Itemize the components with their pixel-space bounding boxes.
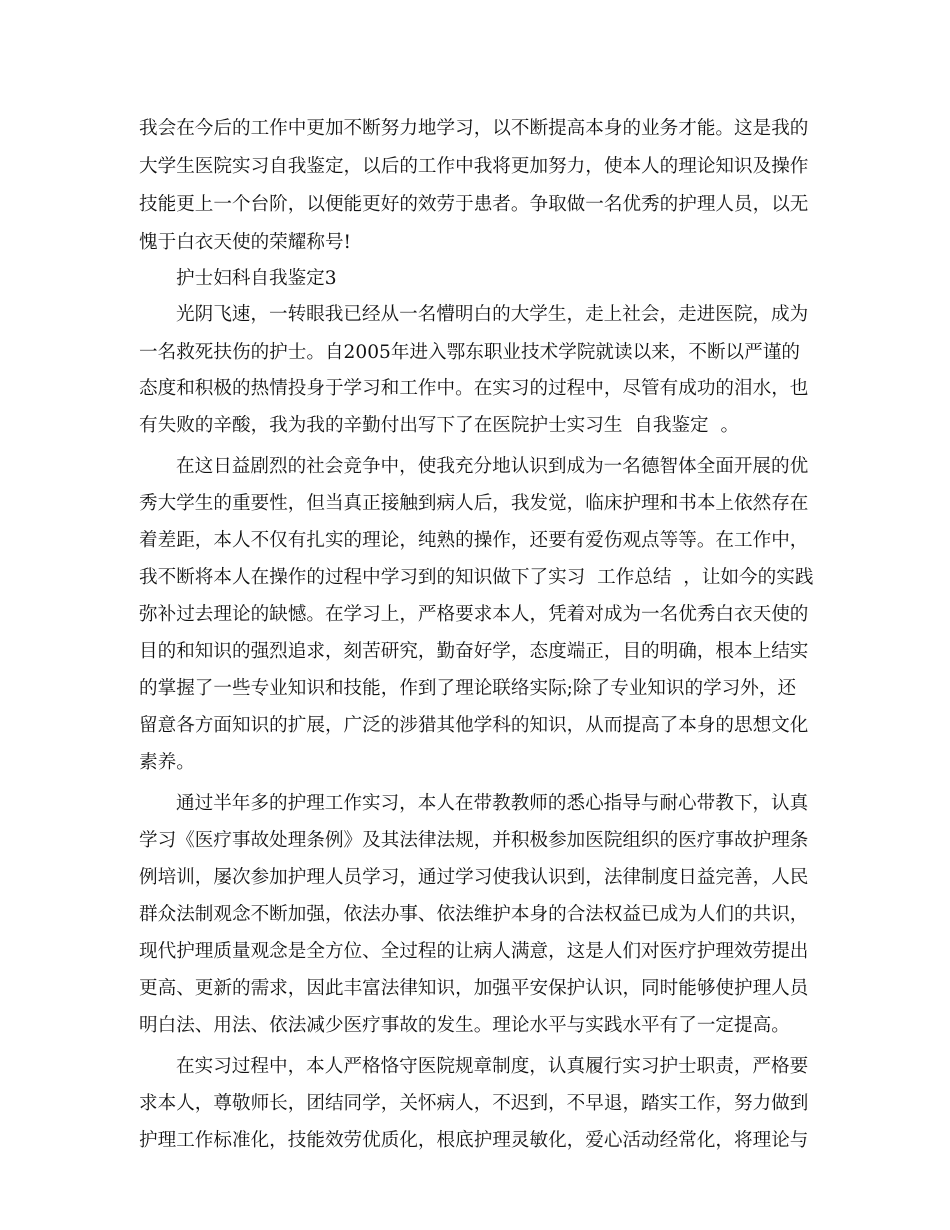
text-line-3: 技能更上一个台阶，以便能更好的效劳于患者。争取做一名优秀的护理人员，以无 [139,194,809,215]
text-line-17: 留意各方面知识的扩展，广泛的涉猎其他学科的知识，从而提高了本身的思想文化 [139,715,809,736]
text-line-11: 秀大学生的重要性，但当真正接触到病人后，我发觉，临床护理和书本上依然存在 [139,493,809,514]
text-line-26: 在实习过程中，本人严格恪守医院规章制度，认真履行实习护士职责，严格要 [176,1056,809,1077]
text-line-6: 光阴飞速，一转眼我已经从一名懵明白的大学生，走上社会，走进医院，成为 [176,304,809,325]
text-line-28: 护理工作标准化，技能效劳优质化，根底护理灵敏化，爱心活动经常化，将理论与 [139,1130,809,1151]
text-line-20: 学习《医疗事故处理条例》及其法律法规，并积极参加医院组织的医疗事故护理条 [139,830,809,851]
text-line-10: 在这日益剧烈的社会竞争中，使我充分地认识到成为一名德智体全面开展的优 [176,456,809,477]
text-line-9: 有失败的辛酸，我为我的辛勤付出写下了在医院护士实习生 自我鉴定 。 [139,415,740,436]
text-line-19: 通过半年多的护理工作实习，本人在带教教师的悉心指导与耐心带教下，认真 [176,793,809,814]
text-line-4: 愧于白衣天使的荣耀称号! [139,232,352,253]
text-line-27: 求本人，尊敬师长，团结同学，关怀病人，不迟到，不早退，踏实工作，努力做到 [139,1093,809,1114]
text-line-24: 更高、更新的需求，因此丰富法律知识，加强平安保护认识，同时能够使护理人员 [139,978,809,999]
text-line-22: 群众法制观念不断加强，依法办事、依法维护本身的合法权益已成为人们的共识， [139,904,809,925]
text-line-14: 弥补过去理论的缺憾。在学习上，严格要求本人，凭着对成为一名优秀白衣天使的 [139,604,809,625]
text-line-23: 现代护理质量观念是全方位、全过程的让病人满意，这是人们对医疗护理效劳提出 [139,941,809,962]
text-line-16: 的掌握了一些专业知识和技能，作到了理论联络实际;除了专业知识的学习外，还 [139,678,797,699]
section-heading: 护士妇科自我鉴定3 [176,268,337,289]
text-line-25: 明白法、用法、依法减少医疗事故的发生。理论水平与实践水平有了一定提高。 [139,1015,790,1036]
text-line-2: 大学生医院实习自我鉴定，以后的工作中我将更加努力，使本人的理论知识及操作 [139,156,809,177]
text-line-13: 我不断将本人在操作的过程中学习到的知识做下了实习 工作总结 ，让如今的实践 [139,567,814,588]
text-line-15: 目的和知识的强烈追求，刻苦研究，勤奋好学，态度端正，目的明确，根本上结实 [139,641,809,662]
text-line-18: 素养。 [139,752,195,773]
text-line-12: 着差距，本人不仅有扎实的理论，纯熟的操作，还要有爱伤观点等等。在工作中， [139,530,809,551]
text-line-1: 我会在今后的工作中更加不断努力地学习，以不断提高本身的业务才能。这是我的 [139,118,809,139]
text-line-7: 一名救死扶伤的护士。自2005年进入鄂东职业技术学院就读以来，不断以严谨的 [139,342,800,363]
text-line-8: 态度和积极的热情投身于学习和工作中。在实习的过程中，尽管有成功的泪水，也 [139,378,809,399]
text-line-21: 例培训，屡次参加护理人员学习，通过学习使我认识到，法律制度日益完善，人民 [139,867,809,888]
